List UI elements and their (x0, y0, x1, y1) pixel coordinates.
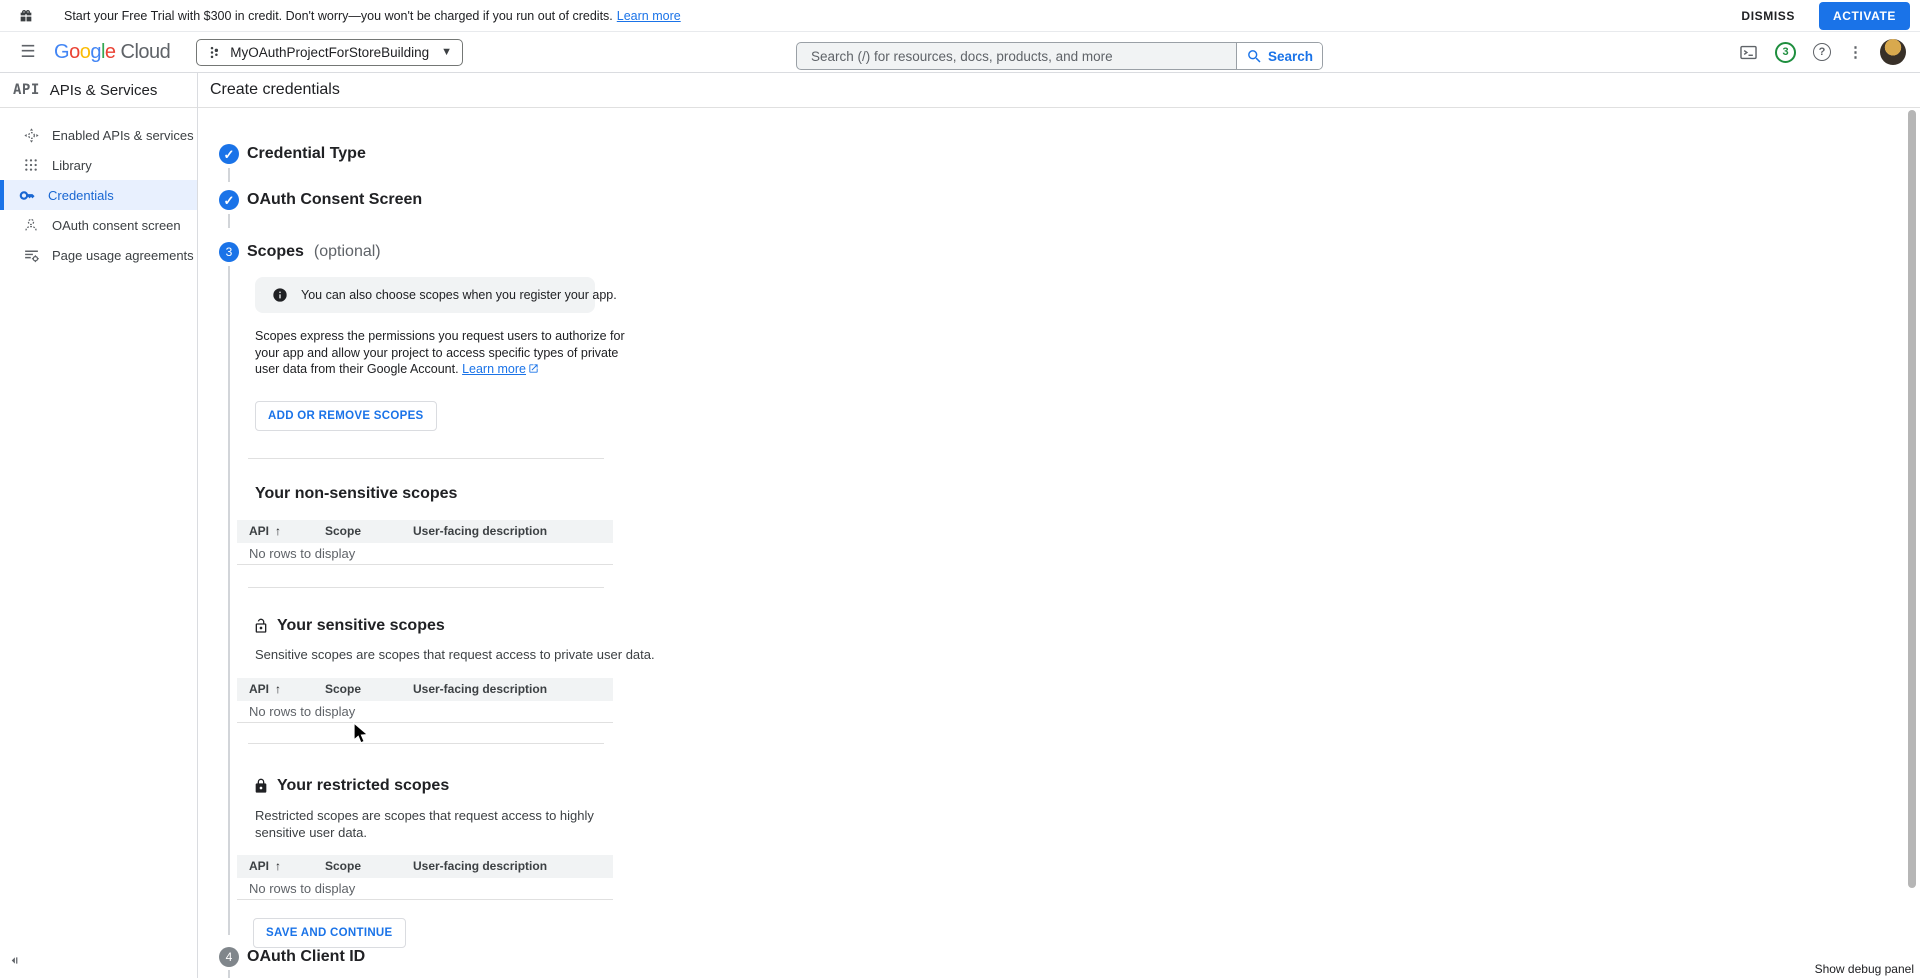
search-icon (1246, 48, 1263, 65)
sensitive-scopes-subtitle: Sensitive scopes are scopes that request access to private user data. (255, 646, 655, 662)
scopes-learn-more-link[interactable]: Learn more (462, 362, 527, 376)
sidebar-item-oauth-consent[interactable] (0, 210, 197, 240)
non-sensitive-scopes-table (237, 520, 613, 565)
global-search-bar (796, 42, 1323, 70)
step-oauth-consent-screen: ✓ OAuth Consent Screen (219, 190, 422, 210)
search-button[interactable]: Search (1236, 43, 1322, 69)
empty-table-row: No rows to display (237, 701, 613, 723)
main-content (198, 73, 1920, 978)
sidebar (0, 73, 198, 978)
show-debug-panel-button[interactable]: Show debug panel (1814, 962, 1914, 976)
enabled-apis-icon (22, 126, 40, 144)
step-done-icon: ✓ (219, 144, 239, 164)
divider (248, 458, 604, 459)
gift-icon (18, 8, 34, 24)
notifications-badge[interactable]: 3 (1775, 42, 1796, 63)
restricted-scopes-subtitle: Restricted scopes are scopes that request access to highly sensitive user data. (255, 807, 594, 840)
project-name: MyOAuthProjectForStoreBuilding (230, 44, 430, 60)
step-oauth-client-id: 4 OAuth Client ID (219, 947, 365, 967)
sidebar-header (0, 73, 197, 108)
sidebar-item-label: Enabled APIs & services (52, 127, 194, 143)
page-title: Create credentials (210, 81, 340, 98)
column-header-description: User-facing description (413, 682, 548, 696)
sidebar-item-page-usage[interactable] (0, 240, 197, 270)
top-navigation-bar (0, 32, 1920, 73)
cloud-wordmark: Cloud (120, 40, 171, 63)
scopes-info-banner: You can also choose scopes when you register your app. (255, 277, 595, 313)
step-done-icon: ✓ (219, 190, 239, 210)
column-header-description: User-facing description (413, 859, 548, 873)
hamburger-menu-icon[interactable]: ☰ (20, 42, 36, 61)
key-icon (18, 186, 36, 204)
collapse-panel-button[interactable] (8, 953, 23, 968)
sidebar-item-library[interactable] (0, 150, 197, 180)
info-icon (272, 287, 288, 303)
avatar[interactable] (1880, 39, 1906, 65)
step-connector (228, 214, 230, 228)
sidebar-item-label: Page usage agreements (52, 247, 194, 263)
api-logo: API (13, 82, 40, 98)
chevron-down-icon: ▼ (441, 46, 453, 58)
cloud-shell-icon[interactable] (1739, 43, 1758, 62)
column-header-scope: Scope (325, 524, 362, 538)
lock-open-icon (253, 618, 269, 634)
column-header-description: User-facing description (413, 524, 548, 538)
page-usage-icon (22, 246, 40, 264)
google-cloud-logo[interactable]: G o o g l e Cloud (54, 40, 171, 63)
step-connector (228, 266, 230, 935)
sensitive-scopes-table (237, 678, 613, 723)
more-options-icon[interactable]: ⋮ (1848, 44, 1863, 61)
divider (248, 743, 604, 744)
non-sensitive-scopes-heading: Your non-sensitive scopes (255, 484, 458, 502)
add-or-remove-scopes-button[interactable]: ADD OR REMOVE SCOPES (255, 401, 437, 431)
scopes-section (237, 277, 655, 948)
sort-ascending-icon: ↑ (275, 524, 282, 538)
search-input[interactable] (797, 43, 1236, 69)
save-and-continue-button[interactable]: SAVE AND CONTINUE (253, 918, 406, 948)
step-connector (228, 168, 230, 182)
dismiss-button[interactable]: DISMISS (1733, 3, 1803, 29)
column-header-api[interactable]: API ↑ (249, 682, 282, 696)
column-header-scope: Scope (325, 859, 362, 873)
free-trial-message: Start your Free Trial with $300 in credit. Don't worry—you won't be charged if you run out of credits. (64, 8, 613, 23)
banner-learn-more-link[interactable]: Learn more (616, 8, 681, 23)
divider (248, 587, 604, 588)
consent-screen-icon (22, 216, 40, 234)
sensitive-scopes-heading: Your sensitive scopes (253, 617, 613, 635)
step-number-badge: 3 (219, 242, 239, 262)
sidebar-item-credentials[interactable] (0, 180, 197, 210)
vertical-scrollbar[interactable] (1908, 110, 1916, 888)
sidebar-title: APIs & Services (49, 81, 158, 99)
sort-ascending-icon: ↑ (275, 859, 282, 873)
activate-button[interactable]: ACTIVATE (1819, 2, 1910, 30)
page-header (198, 73, 1920, 108)
column-header-api[interactable]: API ↑ (249, 859, 282, 873)
step-connector (228, 970, 230, 978)
lock-icon (253, 778, 269, 794)
empty-table-row: No rows to display (237, 878, 613, 900)
library-icon (22, 156, 40, 174)
restricted-scopes-heading: Your restricted scopes (253, 777, 613, 795)
project-selector[interactable] (196, 39, 463, 66)
sort-ascending-icon: ↑ (275, 682, 282, 696)
sidebar-item-label: Credentials (48, 187, 114, 203)
help-icon[interactable]: ? (1813, 43, 1831, 61)
external-link-icon (528, 362, 539, 379)
column-header-api[interactable]: API ↑ (249, 524, 282, 538)
sidebar-item-label: Library (52, 157, 92, 173)
restricted-scopes-table (237, 855, 613, 900)
sidebar-item-label: OAuth consent screen (52, 217, 181, 233)
sidebar-item-enabled-apis[interactable] (0, 120, 197, 150)
step-number-badge: 4 (219, 947, 239, 967)
free-trial-banner (0, 0, 1920, 32)
step-scopes: 3 Scopes (optional) (219, 242, 381, 262)
scopes-description: Scopes express the permissions you request users to authorize for your app and allow your project to access specific types of private user data from their Google Account. Learn more (255, 328, 639, 379)
empty-table-row: No rows to display (237, 543, 613, 565)
step-credential-type: ✓ Credential Type (219, 144, 366, 164)
column-header-scope: Scope (325, 682, 362, 696)
project-icon (207, 45, 222, 60)
